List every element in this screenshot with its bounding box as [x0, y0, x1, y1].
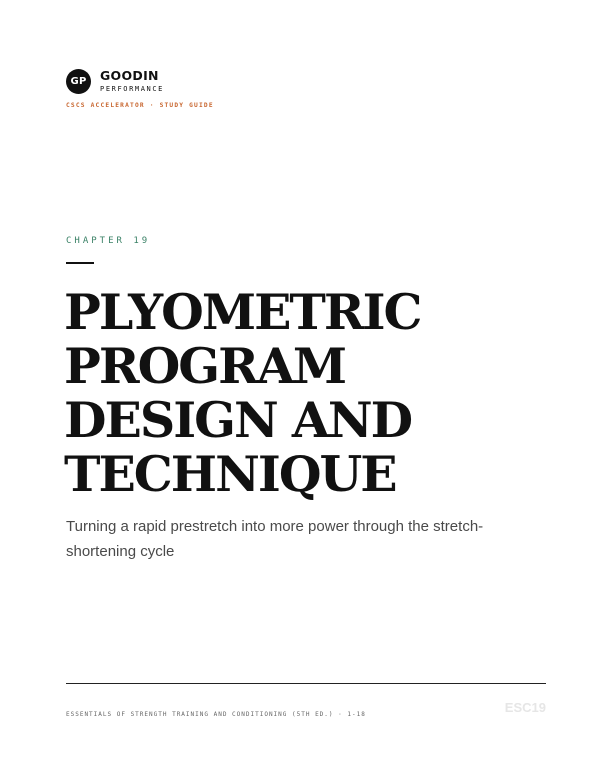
brand-wordmark: [100, 70, 164, 93]
chapter-title-line: DESIGN AND: [64, 391, 412, 449]
footer-source: ESSENTIALS OF STRENGTH TRAINING AND CONDITIONING (5TH ED.) · 1-18: [66, 711, 366, 718]
study-guide-label: CSCS ACCELERATOR · STUDY GUIDE: [66, 102, 214, 109]
chapter-title-line: PLYOMETRIC: [64, 283, 421, 341]
chapter-title-line: PROGRAM: [64, 337, 346, 395]
chapter-subtitle: Turning a rapid prestretch into more power through the stretch-shortening cycle: [66, 518, 484, 560]
brand-logo: [66, 69, 164, 94]
logo-mark-icon: GP: [66, 69, 91, 94]
chapter-label: CHAPTER 19: [66, 236, 151, 246]
brand-subtitle: PERFORMANCE: [100, 84, 164, 93]
chapter-title: [64, 285, 564, 501]
footer-divider: [66, 683, 546, 684]
footer-code: ESC19: [504, 700, 546, 715]
chapter-title-line: TECHNIQUE: [64, 445, 396, 503]
brand-name: GOODIN: [100, 68, 159, 84]
chapter-divider: [66, 262, 94, 264]
